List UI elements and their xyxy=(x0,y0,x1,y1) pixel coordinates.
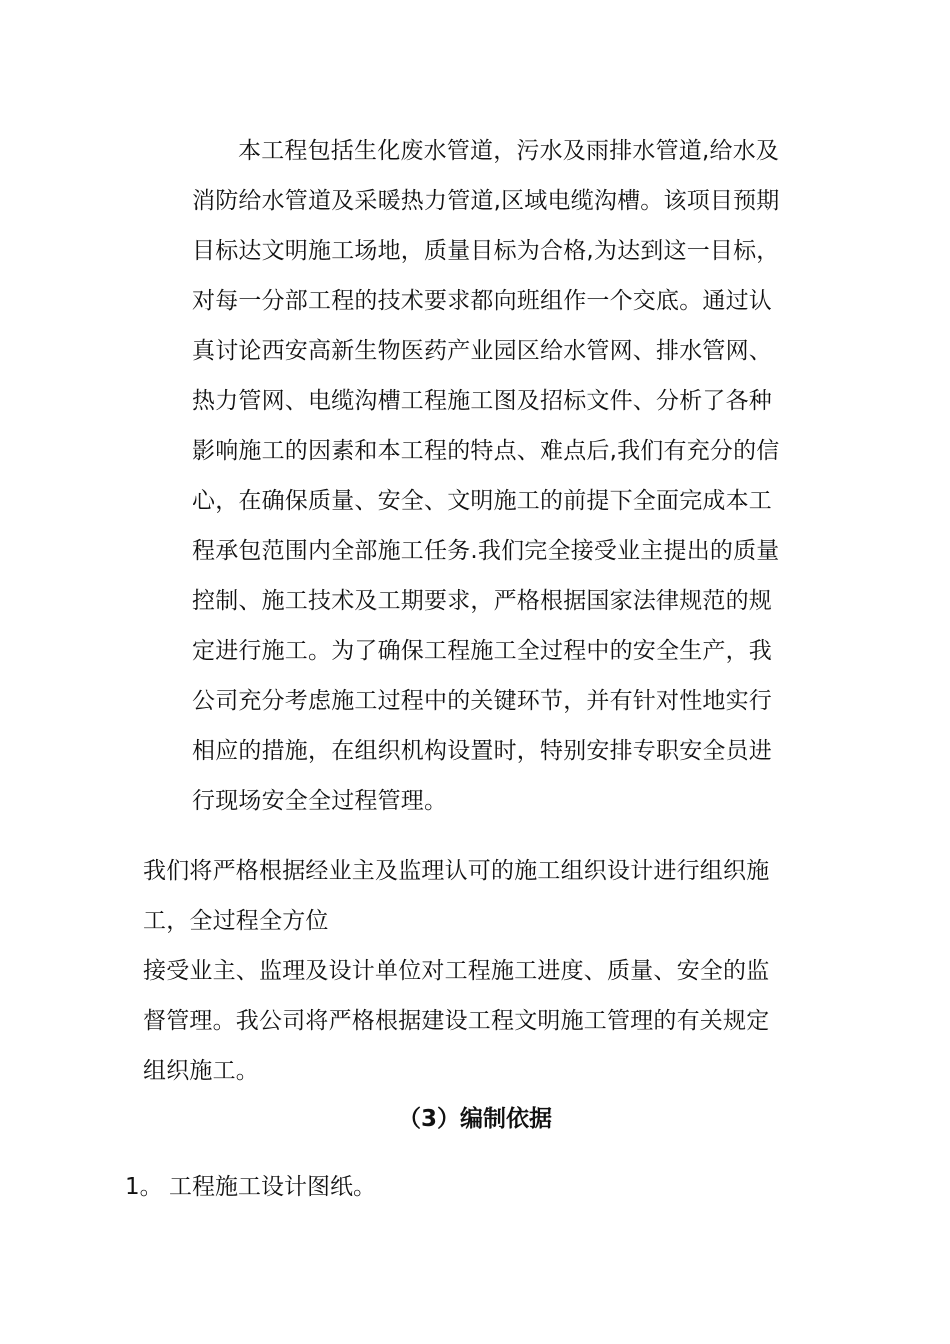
list-item-text: 工程施工设计图纸。 xyxy=(169,1174,376,1200)
section-heading: （3）编制依据 xyxy=(397,1106,552,1132)
paragraph-line: 控制、施工技术及工期要求，严格根据国家法律规范的规 xyxy=(192,588,772,614)
paragraph-line: 影响施工的因素和本工程的特点、难点后,我们有充分的信 xyxy=(192,438,780,464)
paragraph-line: 相应的措施，在组织机构设置时，特别安排专职安全员进 xyxy=(192,738,772,764)
paragraph-line: 我们将严格根据经业主及监理认可的施工组织设计进行组织施 xyxy=(143,858,770,884)
paragraph-line: 对每一分部工程的技术要求都向班组作一个交底。通过认 xyxy=(192,288,772,314)
paragraph-line: 程承包范围内全部施工任务.我们完全接受业主提出的质量 xyxy=(192,538,780,564)
paragraph-line: 心，在确保质量、安全、文明施工的前提下全面完成本工 xyxy=(192,488,772,514)
paragraph-line: 组织施工。 xyxy=(143,1058,259,1084)
paragraph-line: 工，全过程全方位 xyxy=(143,908,329,934)
paragraph-line: 真讨论西安高新生物医药产业园区给水管网、排水管网、 xyxy=(192,338,772,364)
paragraph-line: 热力管网、电缆沟槽工程施工图及招标文件、分析了各种 xyxy=(192,388,772,414)
paragraph-line: 本工程包括生化废水管道，污水及雨排水管道,给水及 xyxy=(238,138,780,164)
paragraph-line: 行现场安全全过程管理。 xyxy=(192,788,448,814)
paragraph-line: 目标达文明施工场地，质量目标为合格,为达到这一目标， xyxy=(192,238,780,264)
list-item-number: 1。 xyxy=(125,1174,163,1200)
paragraph-line: 消防给水管道及采暖热力管道,区域电缆沟槽。该项目预期 xyxy=(192,188,780,214)
paragraph-line: 公司充分考虑施工过程中的关键环节，并有针对性地实行 xyxy=(192,688,772,714)
paragraph-line: 定进行施工。为了确保工程施工全过程中的安全生产，我 xyxy=(192,638,772,664)
list-item xyxy=(125,1172,376,1202)
paragraph-line: 接受业主、监理及设计单位对工程施工进度、质量、安全的监 xyxy=(143,958,770,984)
paragraph-line: 督管理。我公司将严格根据建设工程文明施工管理的有关规定 xyxy=(143,1008,770,1034)
